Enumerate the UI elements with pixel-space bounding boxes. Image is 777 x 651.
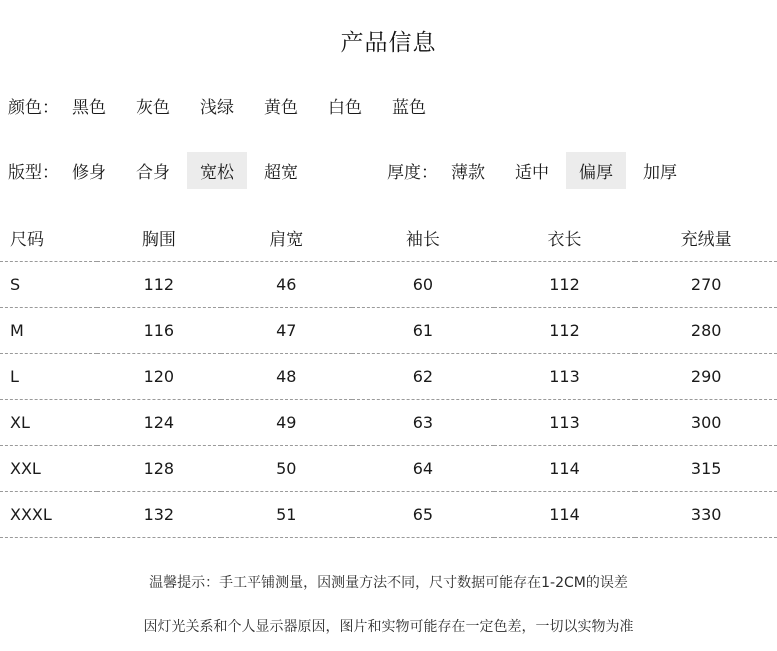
cell-length: 113	[494, 353, 636, 399]
cell-down-fill: 300	[635, 399, 777, 445]
size-table	[0, 215, 777, 538]
fit-option-oversized[interactable]: 超宽	[264, 163, 298, 183]
table-header-sleeve: 袖长	[352, 215, 494, 261]
cell-down-fill: 280	[635, 307, 777, 353]
color-label: 颜色：	[8, 98, 59, 118]
cell-shoulder: 48	[221, 353, 353, 399]
cell-bust: 132	[97, 491, 220, 537]
cell-sleeve: 64	[352, 445, 494, 491]
table-header-bust: 胸围	[97, 215, 220, 261]
cell-down-fill: 315	[635, 445, 777, 491]
table-header-size: 尺码	[0, 215, 97, 261]
cell-length: 113	[494, 399, 636, 445]
cell-size: S	[0, 261, 97, 307]
thickness-option-thick[interactable]: 偏厚	[566, 152, 626, 189]
table-header-shoulder: 肩宽	[221, 215, 353, 261]
cell-sleeve: 63	[352, 399, 494, 445]
table-row	[0, 399, 777, 445]
table-row	[0, 353, 777, 399]
table-header-row	[0, 215, 777, 261]
cell-sleeve: 62	[352, 353, 494, 399]
cell-down-fill: 270	[635, 261, 777, 307]
color-option-white[interactable]: 白色	[328, 98, 362, 118]
cell-size: XL	[0, 399, 97, 445]
color-options	[59, 87, 443, 124]
color-option-black[interactable]: 黑色	[72, 98, 106, 118]
thickness-label: 厚度：	[387, 163, 438, 183]
cell-size: M	[0, 307, 97, 353]
cell-length: 112	[494, 261, 636, 307]
thickness-options	[438, 152, 694, 189]
color-option-light-green[interactable]: 浅绿	[200, 98, 234, 118]
fit-option-loose[interactable]: 宽松	[187, 152, 247, 189]
table-row	[0, 261, 777, 307]
table-row	[0, 445, 777, 491]
cell-size: XXL	[0, 445, 97, 491]
color-option-row	[0, 87, 777, 124]
cell-shoulder: 49	[221, 399, 353, 445]
cell-size: L	[0, 353, 97, 399]
cell-length: 112	[494, 307, 636, 353]
cell-sleeve: 60	[352, 261, 494, 307]
cell-bust: 116	[97, 307, 220, 353]
cell-down-fill: 330	[635, 491, 777, 537]
cell-shoulder: 46	[221, 261, 353, 307]
color-option-blue[interactable]: 蓝色	[392, 98, 426, 118]
note-measurement: 温馨提示：手工平铺测量，因测量方法不同，尺寸数据可能存在1-2CM的误差	[149, 574, 628, 591]
fit-label: 版型：	[8, 163, 59, 183]
table-row	[0, 307, 777, 353]
table-header-length: 衣长	[494, 215, 636, 261]
cell-size: XXXL	[0, 491, 97, 537]
cell-bust: 120	[97, 353, 220, 399]
color-option-yellow[interactable]: 黄色	[264, 98, 298, 118]
page-title: 产品信息	[340, 30, 437, 56]
cell-down-fill: 290	[635, 353, 777, 399]
cell-sleeve: 65	[352, 491, 494, 537]
table-header-down-fill: 充绒量	[635, 215, 777, 261]
fit-options	[59, 152, 315, 189]
cell-shoulder: 47	[221, 307, 353, 353]
cell-shoulder: 51	[221, 491, 353, 537]
fit-option-slim[interactable]: 修身	[72, 163, 106, 183]
thickness-option-extra-thick[interactable]: 加厚	[643, 163, 677, 183]
cell-length: 114	[494, 491, 636, 537]
cell-sleeve: 61	[352, 307, 494, 353]
thickness-option-thin[interactable]: 薄款	[451, 163, 485, 183]
cell-bust: 128	[97, 445, 220, 491]
note-color-difference: 因灯光关系和个人显示器原因，图片和实物可能存在一定色差，一切以实物为准	[143, 618, 634, 635]
table-row	[0, 491, 777, 537]
cell-shoulder: 50	[221, 445, 353, 491]
color-option-gray[interactable]: 灰色	[136, 98, 170, 118]
notes-section	[0, 572, 777, 639]
cell-bust: 112	[97, 261, 220, 307]
cell-length: 114	[494, 445, 636, 491]
thickness-option-medium[interactable]: 适中	[515, 163, 549, 183]
cell-bust: 124	[97, 399, 220, 445]
fit-thickness-option-row	[0, 152, 777, 189]
fit-option-regular[interactable]: 合身	[136, 163, 170, 183]
